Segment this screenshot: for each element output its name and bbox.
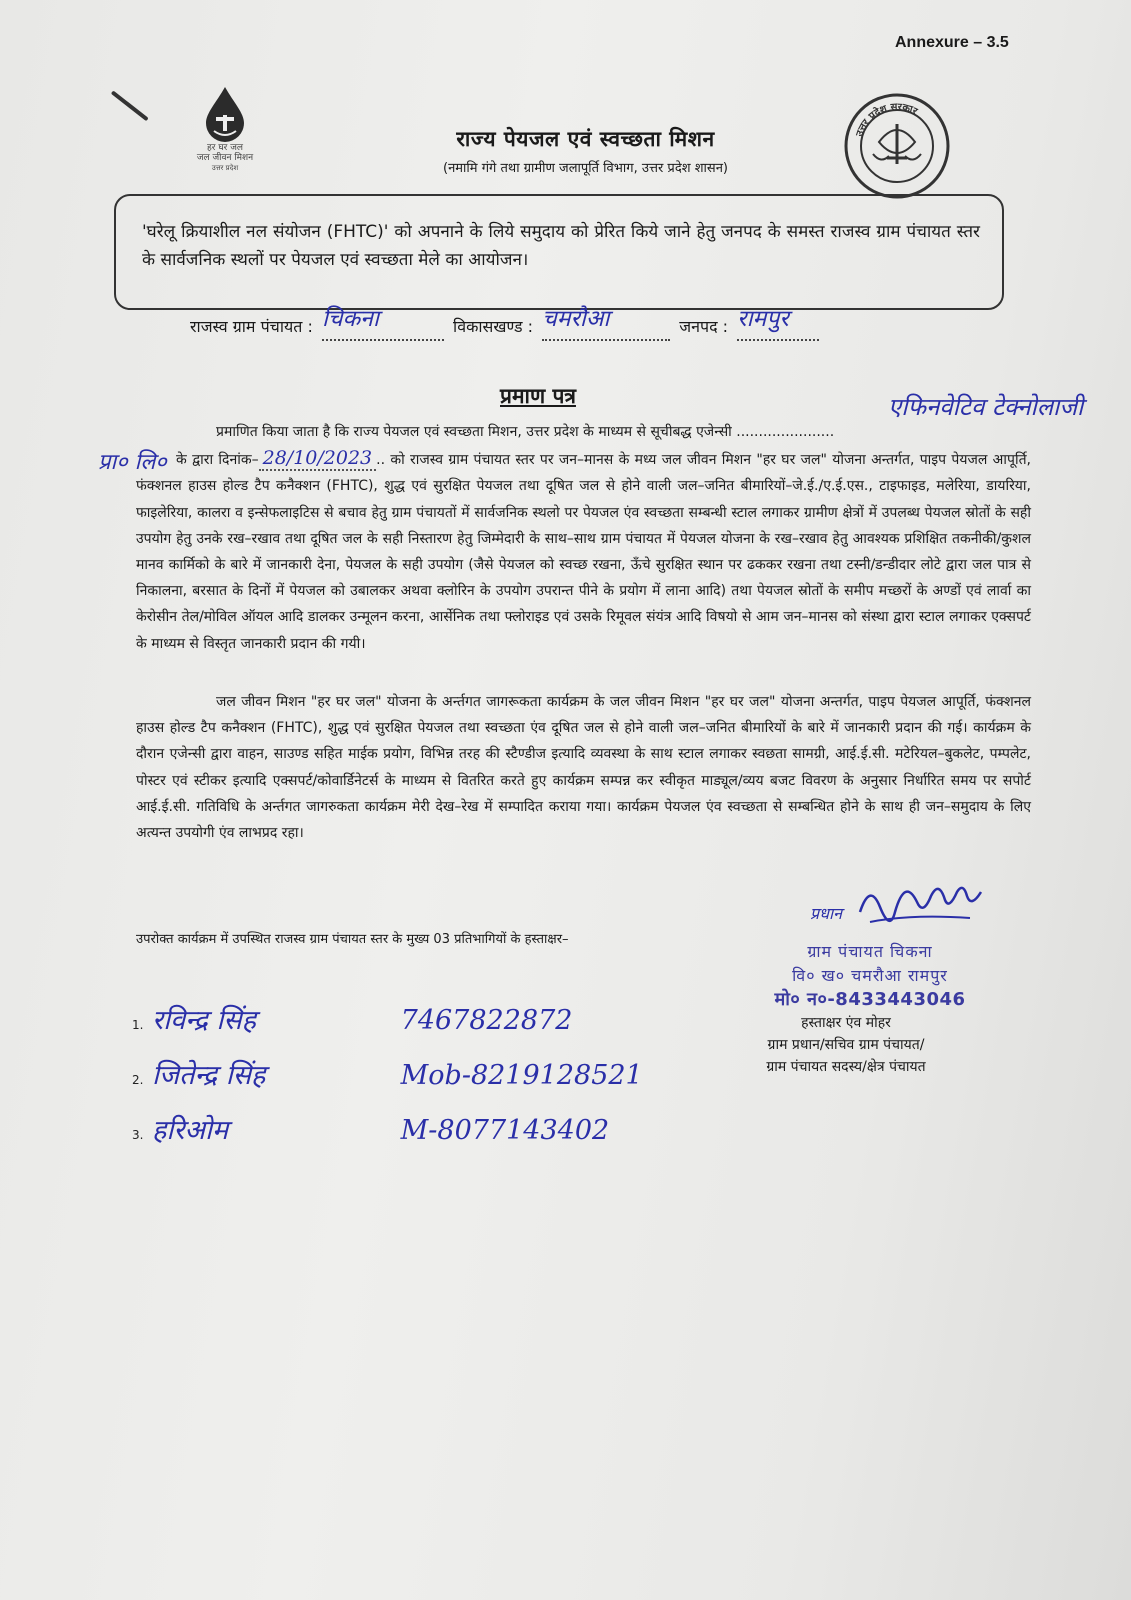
para2-text: जल जीवन मिशन "हर घर जल" योजना के अर्न्तगत जागरूकता कार्यक्रम के जल जीवन मिशन "हर घर जल" योजना अन्तर्गत, पाइप पेयजल आपूर्ति, फंक्शनल हाउस होल्ड टैप कनैक्शन (FHTC), शुद्ध एवं सुरक्षित पेयजल तथा स्वच्छता एंव दूषित जल से होने वाली जल–जनित बीमारियों के बारे में जानकारी प्रदान की गई। कार्यक्रम के दौरान एजेन्सी द्वारा वाहन, साउण्ड सहित माईक प्रयोग, विभिन्न तरह की स्टैण्डीज इत्यादि व्यवस्था के साथ स्टाल लगाकर स्वछता सामग्री, आई.ई.सी. मटेरियल–बुकलेट, पम्पलेट, पोस्टर एवं स्टीकर इत्यादि एक्सपर्ट/कोवार्डिनेटर्स के माध्यम से वितरित करते हुए कार्यक्रम सम्पन्न कर स्वीकृत माड्यूल/व्यय बजट विवरण के अनुसार निर्धारित समय पर सपोर्ट आई.ई.सी. गतिविधि के अर्न्तगत जागरुकता कार्यक्रम मेरी देख–रेख में सम्पादित कराया गया। कार्यक्रम पेयजल एंव स्वच्छता से सम्बन्धित होने के साथ ही जन–समुदाय के लिए अत्यन्त उपयोगी एंव लाभप्रद रहा। — [136, 694, 1031, 842]
block-label: विकासखण्ड : — [453, 317, 534, 336]
attendee-mobile: 7467822872 — [400, 1005, 573, 1036]
para1-part-a: प्रमाणित किया जाता है कि राज्य पेयजल एवं स्वच्छता मिशन, उत्तर प्रदेश के माध्यम से सूचीबद्ध एजेन्सी ...................... — [216, 424, 835, 440]
logo-line-3: उत्तर प्रदेश — [211, 164, 239, 172]
panchayat-field — [322, 307, 444, 341]
attendee-number: 2. — [132, 1073, 144, 1087]
attendees-label: उपरोक्त कार्यक्रम में उपस्थित राजस्व ग्राम पंचायत स्तर के मुख्य 03 प्रतिभागियों के हस्ताक्षर– — [136, 932, 569, 947]
logo-line-2: जल जीवन मिशन — [196, 153, 254, 163]
logo-line-1: हर घर जल — [207, 143, 243, 153]
annexure-label: Annexure – 3.5 — [895, 34, 1009, 51]
attendee-row — [132, 1000, 572, 1037]
attendee-name: हरिओम — [152, 1115, 229, 1146]
sign-line-1: हस्ताक्षर एंव मोहर — [801, 1015, 891, 1031]
panchayat-value: चिकना — [321, 306, 379, 332]
attendee-name: रविन्द्र सिंह — [152, 1005, 256, 1036]
pen-mark — [111, 90, 149, 121]
district-value: रामपुर — [737, 306, 789, 332]
attendee-row — [132, 1110, 609, 1147]
attendee-number: 1. — [132, 1018, 144, 1032]
program-banner — [114, 194, 1004, 310]
para1-part-b: के द्वारा दिनांक — [176, 452, 252, 469]
certificate-paragraph-2 — [136, 689, 1031, 846]
stamp-line-1: ग्राम पंचायत चिकना — [807, 942, 933, 961]
attendee-number: 3. — [132, 1128, 144, 1142]
attendee-mobile: Mob-8219128521 — [400, 1060, 643, 1091]
signature-block — [706, 1012, 986, 1078]
attendee-name: जितेन्द्र सिंह — [152, 1060, 266, 1091]
location-fields — [190, 307, 823, 341]
district-field — [737, 307, 819, 341]
mission-subtitle: (नमामि गंगे तथा ग्रामीण जलापूर्ति विभाग, उत्तर प्रदेश शासन) — [443, 161, 728, 176]
seal-text: उत्तर प्रदेश सरकार — [854, 101, 919, 139]
panchayat-label: राजस्व ग्राम पंचायत : — [190, 317, 313, 336]
sign-line-3: ग्राम पंचायत सदस्य/क्षेत्र पंचायत — [766, 1059, 926, 1075]
agency-suffix-handwritten: प्रा० लि० — [98, 450, 167, 475]
stamp-mobile: मो० न०-8433443046 — [774, 989, 966, 1010]
certificate-paragraph-1: प्रमाणित किया जाता है कि राज्य पेयजल एवं स्वच्छता मिशन, उत्तर प्रदेश के माध्यम से सूचीबद्ध एजेन्सी ...................... के द्वारा दिनांक– 28/10/2023 .. को राजस्व ग्राम पंचायत स्तर पर जन–मानस के मध्य जल जीवन मिशन "हर घर जल" योजना अन्तर्गत, पाइप पेयजल आपूर्ति, फंक्शनल हाउस होल्ड टैप कनैक्शन (FHTC), शुद्ध एवं सुरक्षित पेयजल तथा दूषित जल से होने वाली जल–जनित बीमारियों–जे.ई./ए.ई.एस., टाइफाइड, मलेरिया, डायरिया, फाइलेरिया, कालरा व इन्सेफलाइटिस से बचाव हेतु ग्राम पंचायतों में सार्वजनिक स्थलो पर पेयजल एंव स्वच्छता सम्बन्धी स्टाल लगाकर ग्रामीण क्षेत्रों में उपलब्ध पेयजल स्रोतों के सही उपयोग हेतु उनके रख–रखाव तथा दूषित जल के सही निस्तारण हेतु जिम्मेदारी के साथ–साथ ग्राम पंचायत में पेयजल योजना के रख–रखाव हेतु आवश्यक प्रशिक्षित तकनीकी/कुशल मानव कार्मिको के बारे में जानकारी देना, पेयजल के सही उपयोग (जैसे पेयजल को स्वच्छ रखना, ऊँचे सुरक्षित स्थान पर ढककर रखना तथा टस्नी/डन्डीदार लोटे द्वारा जल पात्र से निकालना, बरसात के दिनों में पेयजल को उबालकर अथवा क्लोरिन के उपयोग उपरान्त पीने के प्रयोग में लाना आदि) तथा पेयजल स्रोतों के समीप मच्छरों के अण्डों एवं लार्वा का केरोसीन तेल/मोविल ऑयल आदि डालकर उन्मूलन करना, आर्सेनिक तथा फ्लोराइड एवं उसके रिमूवल संयंत्र आदि विषयो से आम जन–मानस को संस्था द्वारा स्टाल लगाकर एक्सपर्ट के माध्यम से विस्तृत जानकारी प्रदान की गयी। — [136, 424, 1032, 652]
attendee-mobile: M-8077143402 — [400, 1115, 610, 1146]
district-label: जनपद : — [679, 317, 729, 336]
block-field — [542, 307, 670, 341]
block-value: चमरौआ — [542, 306, 610, 332]
pradhan-signature-label: प्रधान — [810, 904, 842, 923]
certificate-heading: प्रमाण पत्र — [500, 384, 576, 408]
program-date: 28/10/2023 — [259, 447, 377, 471]
agency-name-handwritten: एफिनवेटिव टेक्नोलाजी — [888, 393, 1084, 421]
sign-line-2: ग्राम प्रधान/सचिव ग्राम पंचायत/ — [767, 1037, 925, 1053]
para1-part-c: को राजस्व ग्राम पंचायत स्तर पर जन–मानस के मध्य जल जीवन मिशन "हर घर जल" योजना अन्तर्गत, पाइप पेयजल आपूर्ति, फंक्शनल हाउस होल्ड टैप कनैक्शन (FHTC), शुद्ध एवं सुरक्षित पेयजल तथा दूषित जल से होने वाली जल–जनित बीमारियों–जे.ई./ए.ई.एस., टाइफाइड, मलेरिया, डायरिया, फाइलेरिया, कालरा व इन्सेफलाइटिस से बचाव हेतु ग्राम पंचायतों में सार्वजनिक स्थलो पर पेयजल एंव स्वच्छता सम्बन्धी स्टाल लगाकर ग्रामीण क्षेत्रों में उपलब्ध पेयजल स्रोतों के सही उपयोग हेतु उनके रख–रखाव तथा दूषित जल के सही निस्तारण हेतु जिम्मेदारी के साथ–साथ ग्राम पंचायत में पेयजल योजना के रख–रखाव हेतु आवश्यक प्रशिक्षित तकनीकी/कुशल मानव कार्मिको के बारे में जानकारी देना, पेयजल के सही उपयोग (जैसे पेयजल को स्वच्छ रखना, ऊँचे सुरक्षित स्थान पर ढककर रखना तथा टस्नी/डन्डीदार लोटे द्वारा जल पात्र से निकालना, बरसात के दिनों में पेयजल को उबालकर अथवा क्लोरिन के उपयोग उपरान्त पीने के प्रयोग में लाना आदि) तथा पेयजल स्रोतों के समीप मच्छरों के अण्डों एवं लार्वा का केरोसीन तेल/मोविल ऑयल आदि डालकर उन्मूलन करना, आर्सेनिक तथा फ्लोराइड एवं उसके रिमूवल संयंत्र आदि विषयो से आम जन–मानस को संस्था द्वारा स्टाल लगाकर एक्सपर्ट के माध्यम से विस्तृत जानकारी प्रदान की गयी। — [136, 452, 1032, 652]
stamp-line-2: वि० ख० चमरौआ रामपुर — [792, 966, 948, 985]
panchayat-stamp — [735, 940, 1005, 1012]
banner-text: 'घरेलू क्रियाशील नल संयोजन (FHTC)' को अपनाने के लिये समुदाय को प्रेरित किये जाने हेतु जनपद के समस्त राजस्व ग्राम पंचायत स्तर के सार्वजनिक स्थलों पर पेयजल एवं स्वच्छता मेले का आयोजन। — [142, 222, 980, 270]
mission-title: राज्य पेयजल एवं स्वच्छता मिशन — [456, 127, 715, 151]
attendee-row — [132, 1055, 643, 1092]
pradhan-signature-icon — [850, 872, 990, 932]
